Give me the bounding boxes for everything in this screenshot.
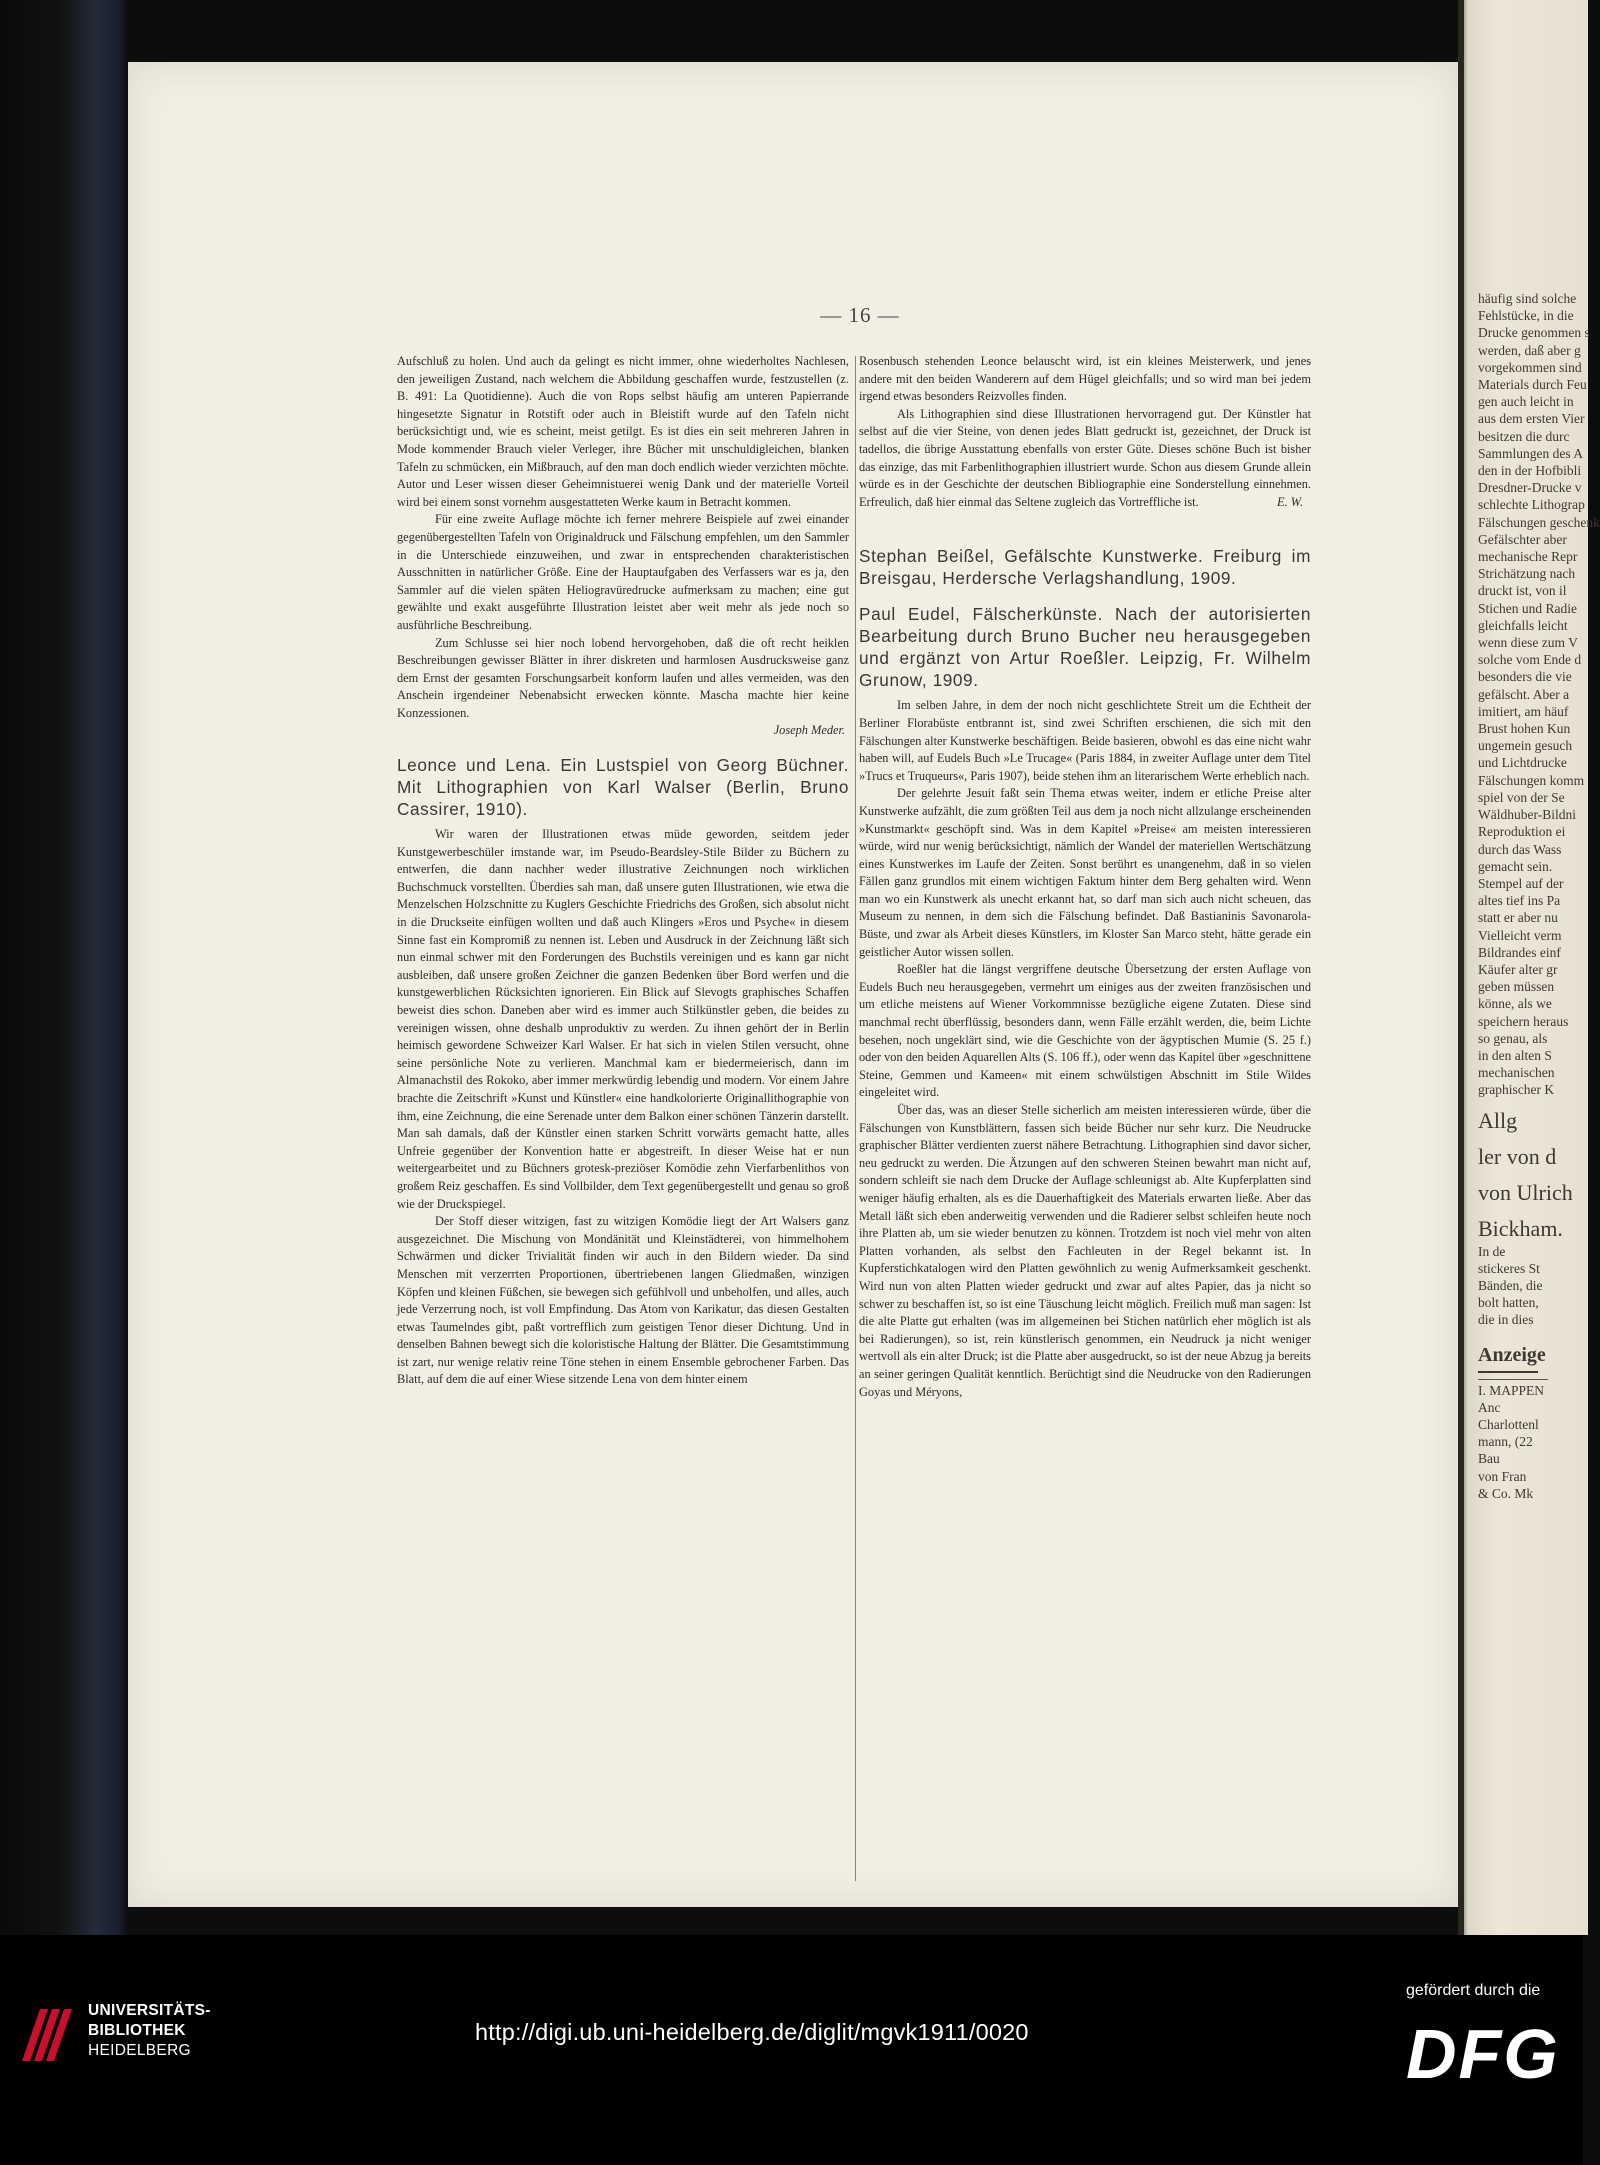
paragraph: Aufschluß zu holen. Und auch da gelingt es nicht immer, ohne wiederholtes Nachlesen, den jeweiligen Zustand, nach welchem die Abbildung geschaffen wurde, festzustellen (z. B. 491: La Quotidienne). Auch die von Rops selbst häufig am unteren Papierrande hingesetzte Signatur in Rotstift oder auch in Bleistift wurde auf den Tafeln nicht berücksichtigt und, wie es scheint, meist getilgt. Es ist dies ein seit mehreren Jahren in Mode kommender Brauch vieler Verleger, ihre Bücher mit unschuldigleichen, blanken Tafeln zu schmücken, ein Mißbrauch, auf den man doch endlich wieder verzichten möchte. Autor und Leser wissen dieser Geheimnistuerei wenig Dank und der materielle Vorteil wird bei einem sonst vornehm ausgestatteten Werke kaum in Betracht kommen. — [397, 354, 849, 509]
next-page-line: I. MAPPEN — [1478, 1379, 1548, 1399]
next-page-line: Stichen und Radie — [1478, 600, 1577, 616]
next-page-line: in den alten S — [1478, 1047, 1552, 1063]
dfg-logo[interactable]: DFG — [1406, 2015, 1560, 2093]
next-page-line: Bänden, die — [1478, 1277, 1543, 1293]
next-page-line: Dresdner-Drucke v — [1478, 480, 1582, 496]
next-page-edge — [1458, 0, 1600, 1935]
next-page-line: spiel von der Se — [1478, 789, 1565, 805]
next-page-line: besonders die vie — [1478, 669, 1572, 685]
next-page-line: häufig sind solche — [1478, 291, 1577, 306]
next-page-line: stickeres St — [1478, 1260, 1540, 1276]
paragraph: Wir waren der Illustrationen etwas müde geworden, seitdem jeder Kunstgewerbeschüler imstande war, im Pseudo-Beardsley-Stile Bilder zu Büchern zu entwerfen, die dann nachher weder illustrative Zeichnungen noch wirklichen Buchschmuck vorstellten. Überdies sah man, daß unsere guten Illustrationen, wie etwa die Menzelschen Holzschnitte zu Kuglers Geschichte Friedrichs des Großen, sich absolut nicht in die Druckseite einfügen wollten und daß auch Klingers »Eros und Psyche« in diesem Sinne fast ein Kompromiß zu nennen ist. Leben und Ausdruck in der Zeichnung läßt sich nun einmal schwer mit den Forderungen des Buchstils vereinigen und es kann gar nicht ausbleiben, daß unsere großen Zeichner die ganzen Bedenken über Bord werfen und die kunstgewerblichen Rücksichten ignorieren. Ein Blick auf Slevogts graphisches Schaffen beweist dies schon. Daneben aber wird es immer auch Stilkünstler geben, die beides zu vereinigen wissen, ohne deshalb unproduktiv zu werden. Zu ihnen gehört der in Berlin heimisch gewordene Schweizer Karl Walser. Er hat sich in vielen Stilen versucht, ohne seine persönliche Note zu verlieren. Manchmal kam er biedermeierisch, dann im Almanachstil des Rokoko, aber immer merkwürdig lebendig und modern. Vor einem Jahre brachte die Zeitschrift »Kunst und Künstler« eine handkolorierte Originallithographie von ihm, eine Zeichnung, die eine Serenade unter dem Balkon einer schönen Tänzerin darstellt. Man sah damals, daß der Künstler einen starken Schritt vorwärts gemacht hatte, alles Unfreie gegenüber der Konvention hatte er abgestreift. In dieser Weise hat er nun weitergearbeitet und zu Büchners grotesk-preziöser Komödie zehn Vierfarbenlithos von großem Reiz geschaffen. Es sind Vollbilder, dem Text gegenübergestellt und genau so groß wie der Druckspiegel. — [397, 827, 849, 1211]
next-page-line: gemacht sein. — [1478, 858, 1553, 874]
viewer-footer — [0, 1935, 1583, 2165]
next-page-line: mechanische Repr — [1478, 549, 1578, 565]
left-column — [397, 353, 849, 1389]
next-page-line: aus dem ersten Vier — [1478, 411, 1585, 427]
next-page-line: druckt ist, von il — [1478, 583, 1567, 599]
next-page-line: Materials durch Feu — [1478, 377, 1587, 393]
next-page-line: Bildrandes einf — [1478, 944, 1561, 960]
next-page-line: schlechte Lithograp — [1478, 497, 1585, 513]
next-page-line: Drucke genommen s — [1478, 325, 1590, 341]
paragraph: Der Stoff dieser witzigen, fast zu witzigen Komödie liegt der Art Walsers ganz ausgezeichnet. Die Mischung von Mondänität und Kleinstädterei, von himmelhohem Schwärmen und dicker Trivialität finden wir auch in den Bildern wieder. Da sind Menschen mit verzerrten Proportionen, übertriebenen langen Gliedmaßen, winzigen Köpfen und kleinen Füßchen, sie bewegen sich gefühlvoll und unbeholfen, und alles, auch jede Verzerrung noch, ist voll Empfindung. Das Atom von Karikatur, das diesen Gestalten etwas Taumelndes gibt, paßt vortrefflich zum geistigen Tenor dieser Dichtung. Und in denselben Bahnen bewegt sich die koloristische Haltung der Blätter. Die Gesamtstimmung ist zart, nur wenige relativ reine Töne stehen in einem Ensemble gebrochener Farben. Das Blatt, auf dem die auf einer Wiese sitzende Lena von dem hinter einem — [397, 1214, 849, 1387]
university-library-logo-icon — [18, 2005, 74, 2065]
funding-note: gefördert durch die — [1406, 1982, 1541, 1999]
page-number: — 16 — — [820, 303, 900, 327]
next-page-line: Bau — [1478, 1451, 1500, 1467]
library-name[interactable] — [88, 2001, 211, 2061]
next-page-line: Fälschungen komm — [1478, 772, 1585, 788]
review-signature: E. W. — [1277, 494, 1303, 509]
review-heading: Paul Eudel, Fälscherkünste. Nach der autorisierten Bearbeitung durch Bruno Bucher neu herausgegeben und ergänzt von Artur Roeßler. Leipzig, Fr. Wilhelm Grunow, 1909. — [859, 604, 1311, 691]
paragraph: Der gelehrte Jesuit faßt sein Thema etwas weiter, indem er etliche Preise alter Kunstwerke aufzählt, die zum größten Teil aus dem ja noch nicht allzulange erscheinenden »Kunstmarkt« geschöpft sind. Was in dem Kapitel »Preise« am meisten interessieren würde, wird nur wenig berücksichtigt, nämlich der Wandel der materiellen Wertschätzung eines Kunstwerkes im Laufe der Zeiten. Sonst berührt es unangenehm, daß in so vielen Fällen ganz grundlos mit einem wichtigen Faktum hinter dem Berg gehalten wird. Wenn man wo ein Kunstwerk als unecht erkannt hat, so darf man sich auch nicht scheuen, das Museum zu nennen, in dem sich die Fälschung befindet. Daß Bastianinis Savonarola-Büste, und zwar als Arbeit dieses Künstlers, im Kloster San Marco steht, hätte gerade ein geistlicher Autor wissen sollen. — [859, 786, 1311, 959]
next-page-line: durch das Wass — [1478, 841, 1562, 857]
next-page-line: Gefälschter aber — [1478, 531, 1567, 547]
next-page-line: speichern heraus — [1478, 1013, 1569, 1029]
next-page-line: gen auch leicht in — [1478, 394, 1574, 410]
paragraph: Über das, was an dieser Stelle sicherlich am meisten interessieren würde, über die Fälschungen von Kunstblättern, fassen sich beide Bücher nur sehr kurz. Die Neudrucke graphischer Blätter verdienten zuerst nähere Betrachtung. Lithographien sind davor sicher, neu gedruckt zu werden. Die Ätzungen auf den schweren Steinen bewahrt man nicht auf, sondern schleift sie nach dem Drucke der Auflage schleunigst ab. Alte Kupferplatten sind weniger häufig erhalten, als es die Dauerhaftigkeit des Materials erwarten ließe. Aber das Metall läßt sich eben anderweitig verwenden und die Radierer selbst schleifen heute noch ihre Platten ab, um sie wieder benutzen zu können. Trotzdem ist noch viel mehr von alten Platten vorhanden, als selbst den Fachleuten in der Regel bekannt ist. In Kupferstichkatalogen wird den Platten gewöhnlich zu wenig Aufmerksamkeit geschenkt. Wird nun von alten Platten wieder gedruckt und zwar auf altes Papier, das ja nicht so schwer zu beschaffen ist, so ist eine Täuschung leicht möglich. Freilich muß man sagen: Ist die alte Platte gut erhalten (was im allgemeinen bei Stichen natürlich eher möglich ist als bei Radierungen), so ist, rein künstlerisch genommen, ein Neudruck ja nicht weniger wertvoll als ein alter Druck; ist die Platte aber ausgedruckt, so ist der neue Abzug ja bereits an seiner geringen Qualität kenntlich. Berüchtigt sind die Neudrucke von den Radierungen Goyas und Méryons, — [859, 1103, 1311, 1399]
next-page-line: wenn diese zum V — [1478, 635, 1578, 651]
library-name-line1: UNIVERSITÄTS- — [88, 2002, 211, 2019]
paragraph: Zum Schlusse sei hier noch lobend hervorgehoben, daß die oft recht heiklen Beschreibungen gewisser Blätter in ihrer diskreten und harmlosen Ausdrucksweise ganz dem Ernst der gesamten Forschungsarbeit konform laufen und alles vermeiden, was den Anschein irgendeiner Nebenabsicht erwecken könnte. Mascha machte hier keine Konzessionen. — [397, 635, 849, 720]
paragraph: Im selben Jahre, in dem der noch nicht geschlichtete Streit um die Echtheit der Berliner Florabüste entbrannt ist, sind zwei Schriften erschienen, die sich mit den Fälschungen alter Kunstwerke beschäftigen. Beide basieren, obwohl es das eine nicht wahr haben will, auf Eudels Buch »Le Trucage« (Paris 1884, in zweiter Auflage unter dem Titel »Trucs et Truqueurs«, Paris 1907), beide stehen ihm an literarischem Werte erheblich nach. — [859, 698, 1311, 783]
next-page-line: Strichätzung nach — [1478, 566, 1576, 582]
next-page-line: Anc — [1478, 1399, 1501, 1415]
next-page-line: Allg — [1478, 1107, 1518, 1133]
library-name-line3: HEIDELBERG — [88, 2042, 191, 2059]
permalink-url[interactable]: http://digi.ub.uni-heidelberg.de/diglit/mgvk1911/0020 — [475, 2019, 1029, 2045]
paragraph: Für eine zweite Auflage möchte ich ferner mehrere Beispiele auf zwei einander gegenübergestellten Tafeln von Originaldruck und Fälschung empfehlen, um den Sammler in die Unterschiede einzuweihen, und zwar in entsprechenden charakteristischen Ausschnitten in natürlicher Größe. Eine der Hauptaufgaben des Verfassers war es ja, den Sammler auf die vielen späten Heliogravüredrucke aufmerksam zu machen; eine gut gewählte und exakt ausgeführte Illustration leistet aber weit mehr als jede noch so ausführliche Beschreibung. — [397, 512, 849, 632]
column-divider — [855, 356, 856, 1881]
paragraph: Als Lithographien sind diese Illustrationen hervorragend gut. Der Künstler hat selbst auf die vier Steine, von denen jedes Blatt gedruckt ist, gezeichnet, der Druck ist tadellos, die übrige Ausstattung ebenfalls von erster Güte. Dieses schöne Buch ist bisher das einzige, das mit Farbenlithographien illustriert wurde. Schon aus diesem Grunde allein würde es in der Geschichte der deutschen Bibliographie eine Sonderstellung einnehmen. Erfreulich, daß hier einmal das Seltene zugleich das Vortreffliche ist. — [859, 406, 1311, 509]
next-page-line: graphischer K — [1478, 1082, 1555, 1098]
review-heading: Leonce und Lena. Ein Lustspiel von Georg Büchner. Mit Lithographien von Karl Walser (Berlin, Bruno Cassirer, 1910). — [397, 755, 849, 820]
next-page-line: und Lichtdrucke — [1478, 755, 1567, 771]
next-page-line: In de — [1478, 1243, 1506, 1259]
next-page-line: bolt hatten, — [1478, 1295, 1539, 1311]
next-page-line: mechanischen — [1478, 1065, 1555, 1081]
next-page-line: ler von d — [1478, 1143, 1557, 1169]
next-page-line: gleichfalls leicht — [1478, 617, 1568, 633]
review-author: Joseph Meder. — [773, 723, 845, 738]
next-page-line: Fälschungen geschenk — [1478, 514, 1600, 530]
next-page-line: geben müssen — [1478, 979, 1555, 995]
right-column — [859, 353, 1311, 1401]
paragraph: Roeßler hat die längst vergriffene deutsche Übersetzung der ersten Auflage von Eudels Buch neu herausgegeben, vermehrt um einiges aus der zweiten französischen und um etliche meistens auf Wiener Vorkommnisse bezügliche eigene Zutaten. Diese sind manchmal recht überflüssig, besonders dann, wenn Fälle erzählt werden, die, beim Lichte besehen, noch ungeklärt sind, wie die Geschichte von der ägyptischen Mumie (S. 25 f.) oder von den beiden Aquarellen Alts (S. 106 ff.), oder wenn das Kapitel über »geschnittene Steine, Gemmen und Kameen« mit einem schwülstigen Abschnitt im Stile Wildes eingeleitet wird. — [859, 962, 1311, 1100]
next-page-line: werden, daß aber g — [1478, 342, 1581, 358]
next-page-line: den in der Hofbibli — [1478, 463, 1582, 479]
next-page-line: Anzeige — [1478, 1339, 1538, 1373]
next-page-line: von Ulrich — [1478, 1179, 1573, 1205]
next-page-line: & Co. Mk — [1478, 1485, 1534, 1501]
next-page-line: solche vom Ende d — [1478, 652, 1582, 668]
next-page-line: könne, als we — [1478, 996, 1552, 1012]
next-page-line: statt er aber nu — [1478, 910, 1558, 926]
next-page-line: vorgekommen sind — [1478, 359, 1582, 375]
next-page-line: Reproduktion ei — [1478, 824, 1566, 840]
next-page-text — [1478, 290, 1598, 1502]
next-page-line: Wäldhuber-Bildni — [1478, 807, 1576, 823]
library-name-line2: BIBLIOTHEK — [88, 2022, 186, 2039]
next-page-line: Charlottenl — [1478, 1416, 1539, 1432]
next-page-line: so genau, als — [1478, 1030, 1548, 1046]
paragraph: Rosenbusch stehenden Leonce belauscht wird, ist ein kleines Meisterwerk, und jenes andere mit den beiden Wanderern auf dem Hügel gleichfalls; und so wird man bei jedem irgend etwas besonders Reizvolles finden. — [859, 354, 1311, 404]
next-page-line: imitiert, am häuf — [1478, 703, 1569, 719]
next-page-line: besitzen die durc — [1478, 428, 1570, 444]
next-page-line: von Fran — [1478, 1468, 1527, 1484]
next-page-line: Vielleicht verm — [1478, 927, 1562, 943]
next-page-line: die in dies — [1478, 1312, 1534, 1328]
review-heading: Stephan Beißel, Gefälschte Kunstwerke. Freiburg im Breisgau, Herdersche Verlagshandlung, 1909. — [859, 546, 1311, 589]
next-page-line: Sammlungen des A — [1478, 445, 1583, 461]
next-page-line: altes tief ins Pa — [1478, 893, 1561, 909]
next-page-line: Brust hohen Kun — [1478, 721, 1571, 737]
next-page-line: Fehlstücke, in die — [1478, 308, 1574, 324]
next-page-line: Käufer alter gr — [1478, 961, 1558, 977]
next-page-line: Stempel auf der — [1478, 875, 1564, 891]
next-page-line: mann, (22 — [1478, 1434, 1533, 1450]
next-page-line: Bickham. — [1478, 1215, 1563, 1241]
page-gutter — [1458, 0, 1464, 1935]
next-page-line: ungemein gesuch — [1478, 738, 1573, 754]
next-page-line: gefälscht. Aber a — [1478, 686, 1570, 702]
